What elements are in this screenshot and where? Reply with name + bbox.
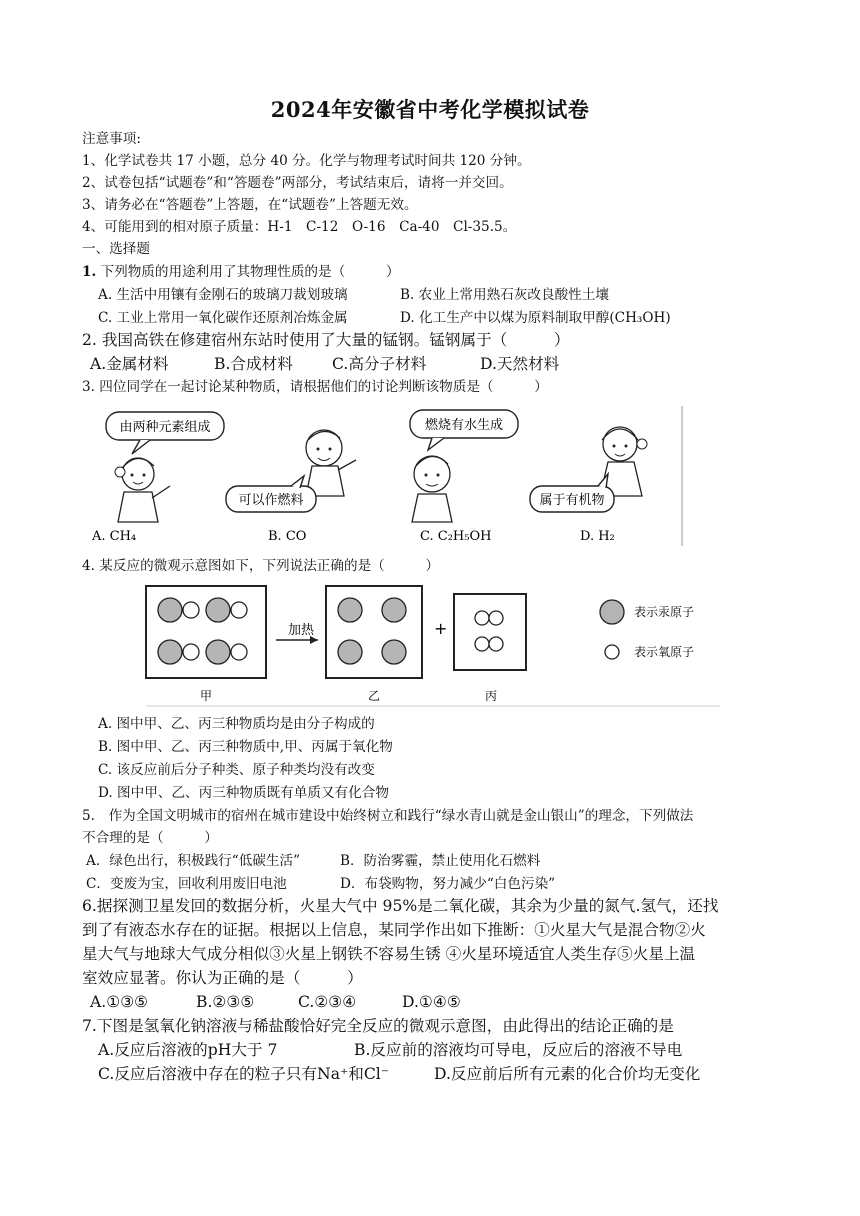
- question-5-stem-line2: 不合理的是（ ）: [82, 830, 218, 846]
- q1-option-c: C. 工业上常用一氧化碳作还原剂冶炼金属: [98, 310, 348, 326]
- q5-option-c: C．变废为宝，回收利用废旧电池: [86, 876, 287, 892]
- q5-option-d: D．布袋购物，努力减少“白色污染”: [340, 876, 556, 892]
- q1-option-d: D. 化工生产中以煤为原料制取甲醇(CH₃OH): [400, 310, 671, 326]
- box-bing: [454, 594, 526, 670]
- page-title: 2024年安徽省中考化学模拟试卷: [270, 97, 590, 122]
- question-4-stem: 4. 某反应的微观示意图如下，下列说法正确的是（ ）: [82, 558, 440, 574]
- q6-option-a: A.①③⑤: [90, 993, 149, 1011]
- q5-option-a: A．绿色出行，积极践行“低碳生活”: [86, 853, 301, 869]
- bubble-text-b: 可以作燃料: [238, 493, 304, 508]
- q2-option-d: D.天然材料: [480, 355, 560, 373]
- q5-option-b: B．防治雾霾，禁止使用化石燃料: [340, 853, 541, 869]
- legend-mercury-label: 表示汞原子: [634, 605, 695, 619]
- q7-option-a: A.反应后溶液的pH大于 7: [98, 1041, 278, 1059]
- arrow-label: 加热: [288, 623, 315, 638]
- label-bing: 丙: [485, 689, 498, 703]
- question-6-line: 星大气与地球大气成分相似③火星上钢铁不容易生锈 ④火星环境适宜人类生存⑤火星上温: [82, 945, 696, 963]
- q2-option-a: A.金属材料: [90, 355, 169, 373]
- q4-reaction-diagram: [140, 582, 730, 710]
- q6-option-d: D.①④⑤: [402, 993, 461, 1011]
- q4-option-a: A. 图中甲、乙、丙三种物质均是由分子构成的: [98, 716, 375, 732]
- question-3-stem: 3. 四位同学在一起讨论某种物质，请根据他们的讨论判断该物质是（ ）: [82, 379, 548, 395]
- question-number: 1.: [82, 264, 97, 280]
- question-6-line: 到了有液态水存在的证据。根据以上信息，某同学作出如下推断：①火星大气是混合物②火: [82, 921, 706, 939]
- note-item: 4、可能用到的相对原子质量：H-1 C-12 O-16 Ca-40 Cl-35.5。: [82, 219, 517, 235]
- bubble-text-a: 由两种元素组成: [119, 420, 211, 435]
- question-7-stem: 7.下图是氢氧化钠溶液与稀盐酸恰好完全反应的微观示意图，由此得出的结论正确的是: [82, 1017, 674, 1035]
- q3-discussion-figure: [86, 404, 686, 548]
- q2-option-b: B.合成材料: [214, 355, 293, 373]
- question-text: 下列物质的用途利用了其物理性质的是（ ）: [96, 264, 400, 280]
- q1-option-a: A. 生活中用镶有金刚石的玻璃刀裁划玻璃: [98, 287, 348, 303]
- q4-option-d: D. 图中甲、乙、丙三种物质既有单质又有化合物: [98, 785, 389, 801]
- label-jia: 甲: [200, 689, 213, 703]
- legend-mercury-icon: [600, 600, 624, 624]
- bubble-text-c: 燃烧有水生成: [424, 418, 504, 433]
- question-5-stem-line1: 5. 作为全国文明城市的宿州在城市建设中始终树立和践行“绿水青山就是金山银山”的理念，下列做法: [82, 808, 694, 824]
- option-label-d: D. H₂: [580, 529, 615, 544]
- q4-option-c: C. 该反应前后分子种类、原子种类均没有改变: [98, 762, 375, 778]
- label-yi: 乙: [368, 689, 381, 703]
- question-2-stem: 2. 我国高铁在修建宿州东站时使用了大量的锰钢。锰钢属于（ ）: [82, 331, 570, 349]
- q4-option-b: B. 图中甲、乙、丙三种物质中,甲、丙属于氧化物: [98, 739, 393, 755]
- note-item: 2、试卷包括“试题卷”和“答题卷”两部分，考试结束后，请将一并交回。: [82, 175, 513, 191]
- q6-option-b: B.②③⑤: [196, 993, 255, 1011]
- option-label-a: A. CH₄: [92, 529, 137, 544]
- section-heading: 一、选择题: [82, 241, 150, 257]
- note-item: 1、化学试卷共 17 小题，总分 40 分。化学与物理考试时间共 120 分钟。: [82, 153, 531, 169]
- q6-option-c: C.②③④: [298, 993, 357, 1011]
- legend-oxygen-icon: [605, 645, 619, 659]
- q7-option-c: C.反应后溶液中存在的粒子只有Na⁺和Cl⁻: [98, 1065, 389, 1083]
- plus-sign: +: [434, 619, 448, 638]
- notes-heading: 注意事项:: [82, 131, 141, 147]
- question-6-line: 6.据探测卫星发回的数据分析，火星大气中 95%是二氧化碳，其余为少量的氮气.氢气，还找: [82, 897, 719, 915]
- q2-option-c: C.高分子材料: [332, 355, 427, 373]
- student-d-figure: [530, 427, 647, 544]
- question-6-line: 室效应显著。你认为正确的是（ ）: [82, 969, 363, 987]
- note-item: 3、请务必在“答题卷”上答题，在“试题卷”上答题无效。: [82, 197, 418, 213]
- legend-oxygen-label: 表示氧原子: [634, 645, 695, 659]
- student-b-figure: [226, 430, 356, 544]
- option-label-b: B. CO: [268, 529, 307, 544]
- q7-option-b: B.反应前的溶液均可导电，反应后的溶液不导电: [354, 1041, 683, 1059]
- box-yi: [326, 586, 422, 678]
- option-label-c: C. C₂H₅OH: [420, 529, 492, 544]
- question-1-stem: [82, 262, 400, 282]
- student-c-figure: [410, 410, 518, 544]
- q1-option-b: B. 农业上常用熟石灰改良酸性土壤: [400, 287, 609, 303]
- bubble-text-d: 属于有机物: [539, 493, 605, 508]
- q7-option-d: D.反应前后所有元素的化合价均无变化: [434, 1065, 701, 1083]
- student-a-figure: [91, 412, 224, 544]
